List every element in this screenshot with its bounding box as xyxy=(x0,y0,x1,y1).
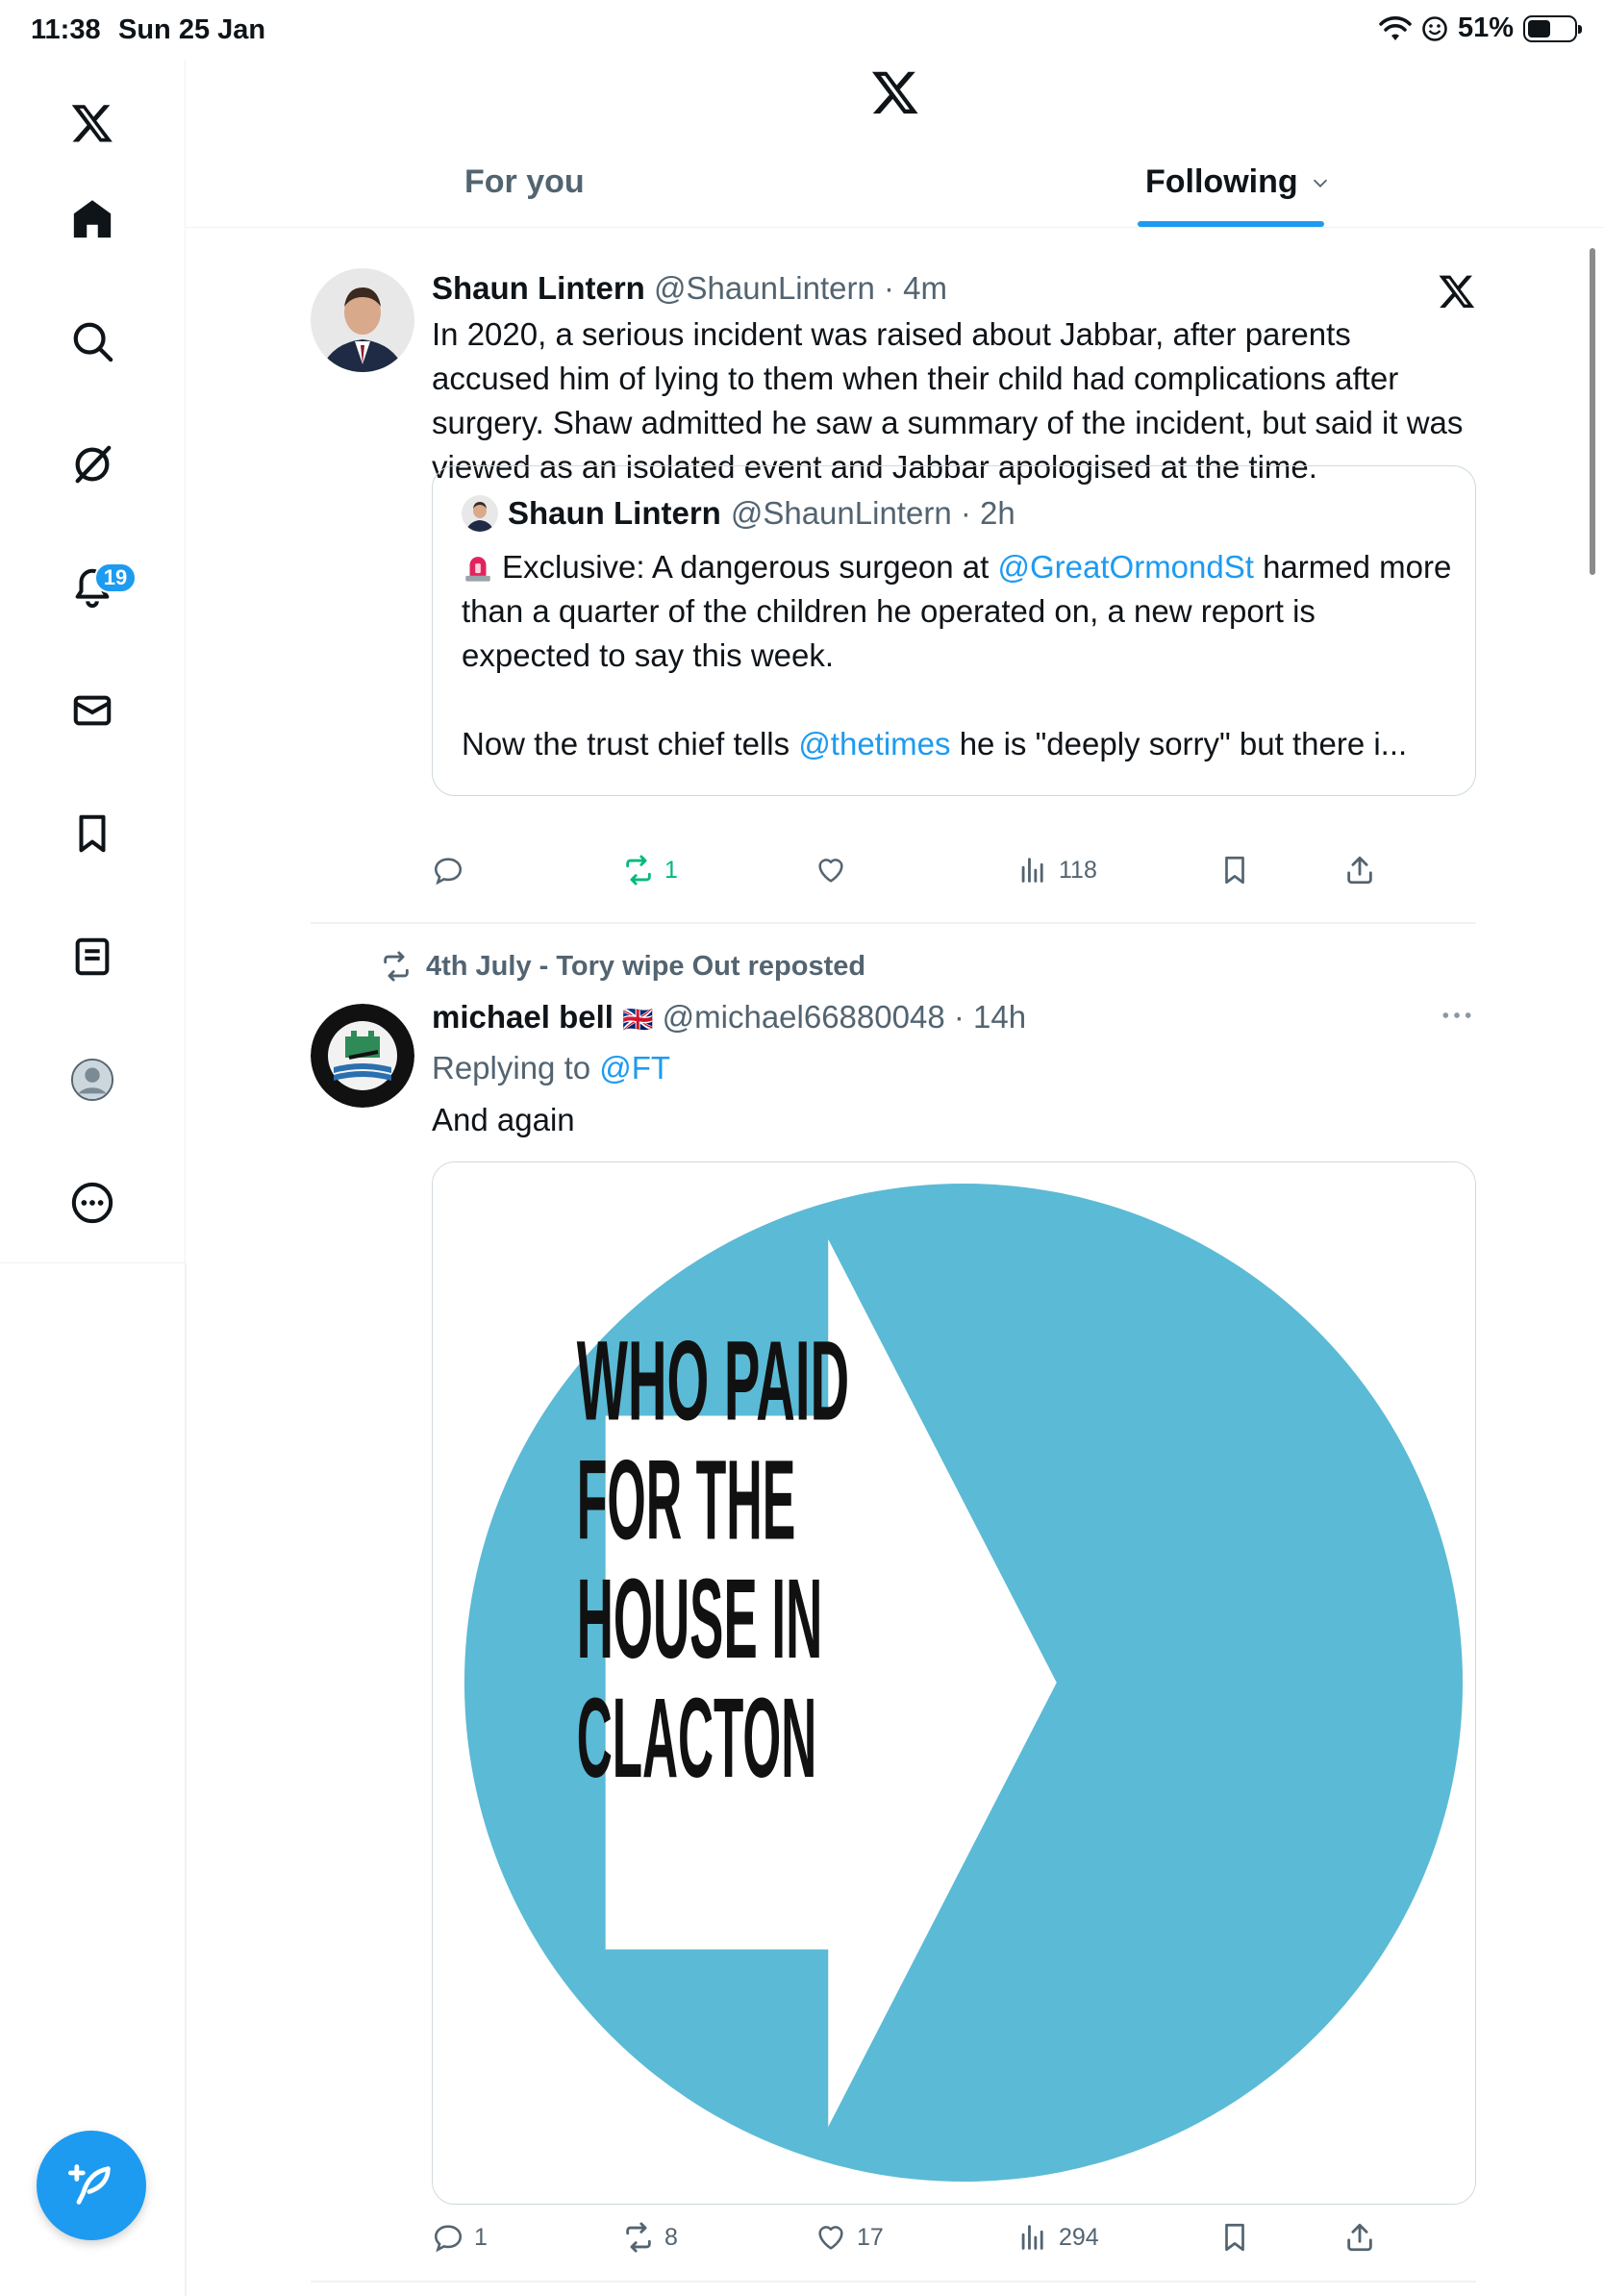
wifi-icon xyxy=(1379,15,1412,42)
social-context xyxy=(380,950,865,983)
share-button[interactable] xyxy=(1343,854,1376,886)
repost-button[interactable] xyxy=(622,2221,678,2254)
profile-avatar-icon xyxy=(70,1058,114,1102)
share-button[interactable] xyxy=(1343,2221,1376,2254)
tweet-actions xyxy=(432,2221,1476,2263)
bookmark-button[interactable] xyxy=(1218,854,1251,886)
repost-count: 8 xyxy=(664,2223,678,2251)
tweet-header xyxy=(432,270,947,307)
more-options-icon[interactable] xyxy=(1438,996,1476,1035)
tweet-time[interactable]: 4m xyxy=(903,270,948,306)
analytics-icon xyxy=(1016,2221,1049,2254)
avatar[interactable] xyxy=(311,1004,414,1108)
status-bar xyxy=(0,0,1604,60)
battery-level-fill xyxy=(1528,20,1550,37)
tweet-actions xyxy=(432,854,1476,896)
flag-emoji: 🇬🇧 xyxy=(622,1005,654,1034)
tweet-text: In 2020, a serious incident was raised about Jabbar, after parents accused him of lying to them when their child had complications after surgery. Shaw admitted he saw a summary of the incident, but said it was viewed as an isolated event and Jabbar apologised at the time. xyxy=(432,316,1464,485)
author-handle[interactable]: @ShaunLintern xyxy=(654,270,875,306)
quoted-author-name: Shaun Lintern xyxy=(508,495,721,531)
timeline-tabs xyxy=(186,125,1604,228)
quoted-text-part-a: Exclusive: A dangerous surgeon at xyxy=(502,549,998,585)
heart-icon xyxy=(815,2221,847,2254)
tab-for-you[interactable] xyxy=(464,163,585,201)
repost-count: 1 xyxy=(664,856,678,884)
sidebar-item-home[interactable] xyxy=(54,181,131,258)
dot-separator: · xyxy=(944,999,974,1035)
x-logo-link[interactable] xyxy=(54,85,131,162)
tweet-text: And again xyxy=(432,1102,575,1137)
like-count: 17 xyxy=(857,2223,884,2251)
mention-link[interactable]: @GreatOrmondSt xyxy=(997,549,1254,585)
poster-text-line: FOR THE xyxy=(576,1435,796,1563)
sidebar-nav xyxy=(0,60,186,1263)
tab-following[interactable] xyxy=(1145,163,1331,201)
share-icon xyxy=(1343,2221,1376,2254)
tab-for-you-label: For you xyxy=(464,163,585,200)
sidebar-item-grok[interactable] xyxy=(54,426,131,503)
reply-button[interactable] xyxy=(432,854,474,886)
notifications-badge: 19 xyxy=(94,562,137,593)
siren-emoji-icon xyxy=(462,550,494,583)
focus-smiley-icon xyxy=(1421,15,1448,42)
quoted-tweet-text xyxy=(462,545,1452,766)
x-dismiss-icon[interactable] xyxy=(1438,272,1476,311)
reposted-by-label[interactable]: 4th July - Tory wipe Out reposted xyxy=(426,950,866,982)
avatar-photo xyxy=(311,268,414,372)
sidebar-item-notifications[interactable] xyxy=(54,549,131,626)
x-header-logo-icon[interactable] xyxy=(870,67,920,117)
poster-text-line: WHO PAID xyxy=(576,1316,850,1444)
repost-icon xyxy=(622,2221,655,2254)
quoted-tweet[interactable] xyxy=(432,465,1476,796)
more-circle-icon xyxy=(70,1181,114,1225)
tab-following-label: Following xyxy=(1145,163,1298,200)
avatar[interactable] xyxy=(311,268,414,372)
mention-link[interactable]: @thetimes xyxy=(798,726,951,761)
club-crest-avatar xyxy=(311,1004,414,1108)
heart-icon xyxy=(815,854,847,886)
scrollbar[interactable] xyxy=(1590,248,1595,575)
quoted-author-handle: @ShaunLintern xyxy=(730,495,952,531)
media-poster xyxy=(433,1162,1475,2204)
tweet-media-image[interactable] xyxy=(432,1161,1476,2205)
lists-icon xyxy=(70,935,114,979)
envelope-icon xyxy=(70,688,114,733)
view-count: 118 xyxy=(1059,856,1097,884)
battery-icon xyxy=(1523,15,1577,42)
compose-post-button[interactable] xyxy=(37,2131,146,2240)
like-button[interactable] xyxy=(815,2221,884,2254)
status-time: 11:38 xyxy=(31,14,101,45)
quoted-text-part-d: he is "deeply sorry" but there i... xyxy=(950,726,1408,761)
home-icon xyxy=(70,197,114,241)
tweet-card[interactable] xyxy=(311,268,1476,893)
tweet-card[interactable] xyxy=(311,950,1476,2286)
poster-text-line: CLACTON xyxy=(576,1673,817,1801)
mention-link[interactable]: @FT xyxy=(599,1050,671,1086)
quoted-avatar xyxy=(462,495,498,532)
sidebar-item-profile[interactable] xyxy=(54,1041,131,1118)
repost-button[interactable] xyxy=(622,854,678,886)
status-date: Sun 25 Jan xyxy=(118,14,266,45)
battery-percent: 51% xyxy=(1457,12,1514,43)
repost-icon xyxy=(380,950,413,983)
bookmark-button[interactable] xyxy=(1218,2221,1251,2254)
replying-to-prefix: Replying to xyxy=(432,1050,600,1086)
quoted-tweet-time: 2h xyxy=(980,495,1015,531)
chevron-down-icon xyxy=(1310,172,1331,193)
sidebar-item-lists[interactable] xyxy=(54,918,131,995)
poster-text xyxy=(577,1317,849,1801)
quoted-text-part-c: Now the trust chief tells xyxy=(462,726,799,761)
tweet-header xyxy=(432,999,1026,1036)
tweet-time[interactable]: 14h xyxy=(973,999,1027,1035)
grok-icon xyxy=(70,442,114,487)
reply-button[interactable] xyxy=(432,2221,488,2254)
analytics-icon xyxy=(1016,854,1049,886)
reply-icon xyxy=(432,854,464,886)
views-button[interactable] xyxy=(1016,854,1097,886)
active-tab-indicator xyxy=(1138,221,1324,227)
status-right xyxy=(1379,12,1577,44)
reply-count: 1 xyxy=(474,2223,488,2251)
share-icon xyxy=(1343,854,1376,886)
author-name[interactable]: michael bell xyxy=(432,999,614,1035)
view-count: 294 xyxy=(1059,2223,1099,2251)
poster-text-line: HOUSE IN xyxy=(576,1555,823,1683)
tweet-divider xyxy=(311,2281,1476,2283)
author-handle[interactable]: @michael66880048 xyxy=(662,999,945,1035)
bookmark-icon xyxy=(1218,2221,1251,2254)
tweet-divider xyxy=(311,922,1476,924)
search-icon xyxy=(70,319,114,363)
bookmark-icon xyxy=(1218,854,1251,886)
reply-icon xyxy=(432,2221,464,2254)
author-name[interactable]: Shaun Lintern xyxy=(432,270,645,306)
feather-plus-icon xyxy=(66,2160,116,2210)
dot-separator: · xyxy=(874,270,904,306)
x-logo-icon xyxy=(70,101,114,145)
quoted-text-part-b: harmed more than a quarter of the children he operated on, a new report is expected to say this week. xyxy=(462,549,1452,673)
sidebar-item-messages[interactable] xyxy=(54,672,131,749)
sidebar-item-bookmarks[interactable] xyxy=(54,795,131,872)
sidebar-item-more[interactable] xyxy=(54,1164,131,1241)
views-button[interactable] xyxy=(1016,2221,1099,2254)
repost-icon xyxy=(622,854,655,886)
like-button[interactable] xyxy=(815,854,857,886)
sidebar-divider xyxy=(185,1263,187,2296)
replying-to-line xyxy=(432,1046,1470,1090)
bookmark-icon xyxy=(70,811,114,856)
sidebar-item-search[interactable] xyxy=(54,303,131,380)
quoted-tweet-header: Shaun Lintern @ShaunLintern · 2h xyxy=(462,495,1015,532)
